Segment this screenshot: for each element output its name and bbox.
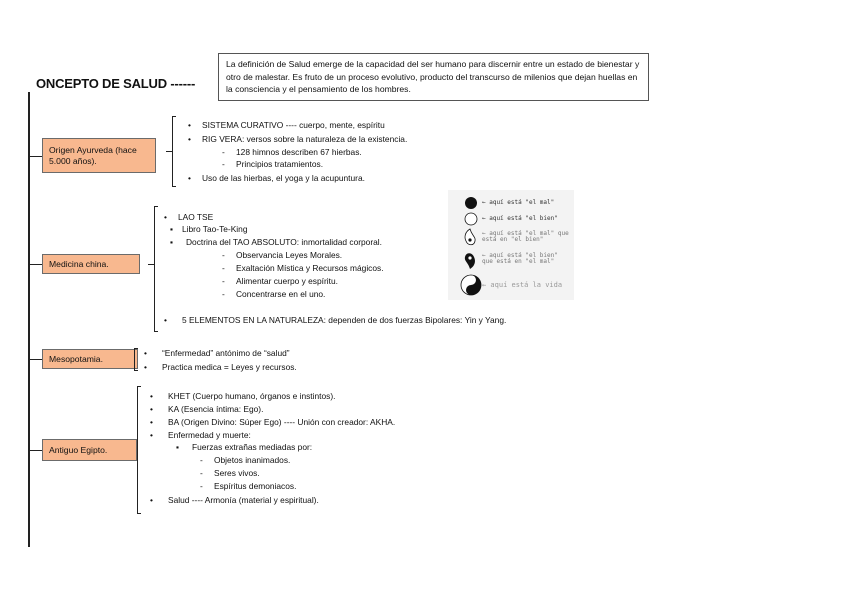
section-label-mesopotamia [42, 349, 138, 369]
list-item: - 128 himnos describen 67 hierbas. [222, 147, 362, 157]
list-item: • RIG VERA: versos sobre la naturaleza de la existencia. [188, 134, 408, 144]
list-item: • Salud ---- Armonía (material y espiritual). [150, 495, 319, 505]
section-label-egipto [42, 439, 137, 461]
list-item: • Enfermedad y muerte: [150, 430, 251, 440]
list-item: • KA (Esencia íntima: Ego). [150, 404, 264, 414]
section-label-ayurveda [42, 138, 156, 173]
brace-egipto [137, 386, 141, 514]
brace-ayurveda [172, 116, 176, 187]
list-item: - Principios tratamientos. [222, 159, 324, 169]
symbol-label: ← aquí está "el bien" que está en "el mal" [482, 252, 558, 265]
list-item: • Uso de las hierbas, el yoga y la acupuntura. [188, 173, 365, 183]
list-item: • KHET (Cuerpo humano, órganos e instintos). [150, 391, 336, 401]
brace-mesopotamia [134, 348, 138, 371]
section-label-text: Mesopotamia. [49, 353, 103, 364]
white-circle-icon [464, 212, 478, 226]
list-item: • “Enfermedad” antónimo de “salud” [144, 348, 290, 358]
list-item: - Objetos inanimados. [200, 455, 291, 465]
brace-tip [148, 264, 154, 265]
list-item: - Exaltación Mística y Recursos mágicos. [222, 263, 384, 273]
list-item: - Observancia Leyes Morales. [222, 250, 343, 260]
list-item: • Practica medica = Leyes y recursos. [144, 362, 297, 372]
symbol-label: ← aquí está la vida [482, 281, 563, 289]
white-teardrop-icon [463, 228, 477, 248]
symbol-label: ← aquí está "el bien" [482, 215, 558, 222]
page-title: ONCEPTO DE SALUD ------ [36, 76, 196, 91]
list-item: - Seres vivos. [200, 468, 260, 478]
list-item: - Espíritus demoniacos. [200, 481, 297, 491]
main-connector-line [28, 92, 30, 547]
list-item: ▪ Fuerzas extrañas mediadas por: [176, 442, 313, 452]
list-item: ▪ Doctrina del TAO ABSOLUTO: inmortalidad corporal. [170, 237, 382, 247]
connector-mesopotamia [30, 359, 42, 360]
yin-yang-icon [460, 274, 482, 296]
list-item: • LAO TSE [164, 212, 214, 222]
section-label-text: Antiguo Egipto. [49, 444, 108, 455]
symbol-label: ← aquí está "el mal" [482, 199, 555, 206]
brace-tip [166, 151, 172, 152]
list-item: ▪ Libro Tao-Te-King [170, 224, 248, 234]
connector-egipto [30, 450, 42, 451]
connector-china [30, 264, 42, 265]
brace-china [154, 206, 158, 332]
yin-yang-illustration [448, 190, 574, 300]
list-item: • BA (Origen Divino: Súper Ego) ---- Unión con creador: AKHA. [150, 417, 396, 427]
black-circle-icon [464, 196, 478, 210]
symbol-label: ← aquí está "el mal" que está en "el bien" [482, 230, 569, 243]
list-item: - Alimentar cuerpo y espíritu. [222, 276, 338, 286]
list-item: - Concentrarse en el uno. [222, 289, 326, 299]
list-item: • SISTEMA CURATIVO ---- cuerpo, mente, espíritu [188, 120, 385, 130]
definition-box: La definición de Salud emerge de la capacidad del ser humano para discernir entre un estado de bienestar y otro de malestar. Es fruto de un proceso evolutivo, producto del transcurso de milenios que dejan huellas en la consciencia y el pensamiento de los hombres. [218, 53, 649, 101]
section-label-text: Origen Ayurveda (hace 5.000 años). [49, 144, 137, 166]
section-label-text: Medicina china. [49, 258, 109, 269]
section-label-china [42, 254, 140, 274]
list-item: • 5 ELEMENTOS EN LA NATURALEZA: dependen de dos fuerzas Bipolares: Yin y Yang. [164, 315, 507, 325]
black-teardrop-icon [463, 250, 477, 270]
connector-ayurveda [30, 156, 42, 157]
